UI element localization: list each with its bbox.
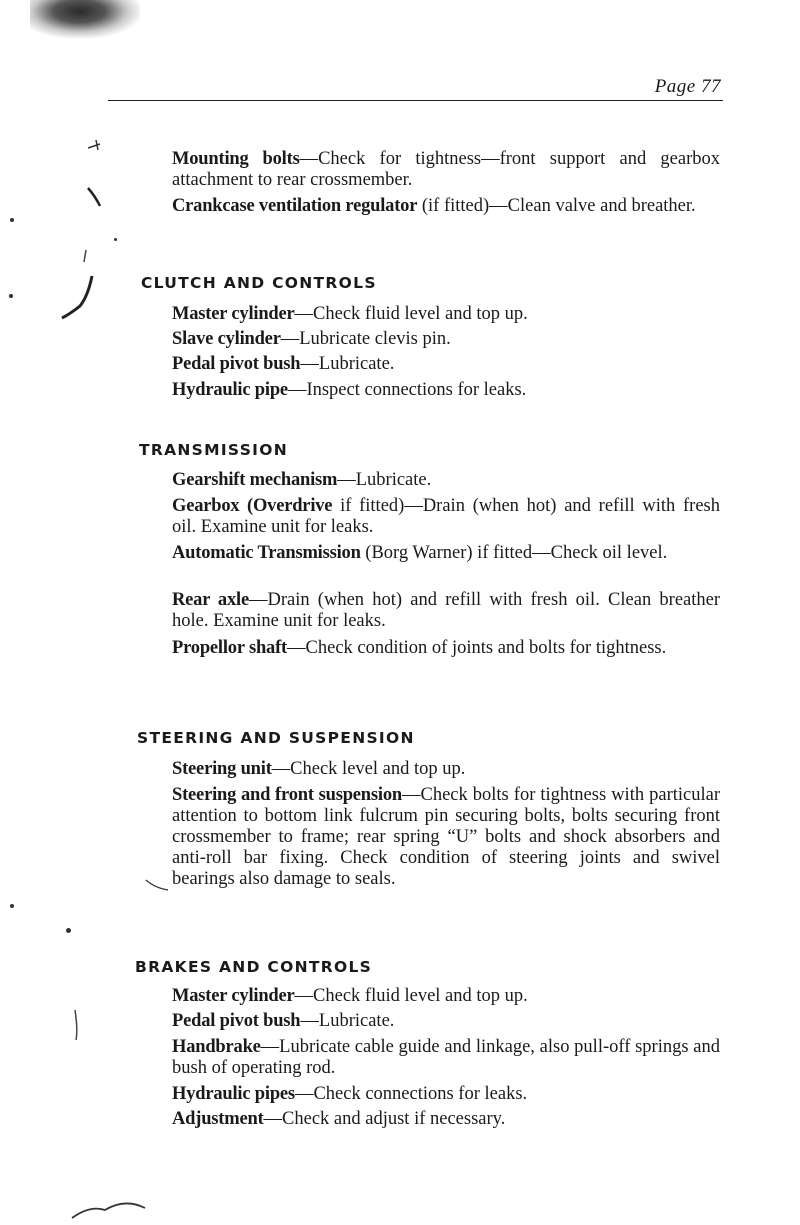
entry-text: —Check level and top up. bbox=[271, 759, 466, 779]
entry-text: —Lubricate. bbox=[300, 1011, 395, 1031]
entry-term: Slave cylinder bbox=[172, 329, 281, 349]
entry-term: Steering unit bbox=[172, 759, 272, 779]
page-header bbox=[108, 76, 723, 101]
entry-text: —Lubricate cable guide and linkage, also pull-off springs and bush of operating rod. bbox=[172, 1037, 720, 1078]
entry-text: —Check connections for leaks. bbox=[294, 1084, 528, 1104]
section-heading-brakes: BRAKES AND CONTROLS bbox=[135, 958, 373, 976]
entry-term: Crankcase ventilation regulator bbox=[172, 196, 418, 216]
entry-term: Handbrake bbox=[172, 1037, 261, 1057]
speck bbox=[10, 218, 14, 222]
entry-mounting-bolts bbox=[172, 149, 720, 191]
entry-text: —Check fluid level and top up. bbox=[294, 986, 528, 1006]
entry-text: —Inspect connections for leaks. bbox=[287, 380, 527, 400]
entry-hydraulic-pipes bbox=[172, 1084, 720, 1105]
entry-text: —Lubricate. bbox=[300, 354, 395, 374]
entry-term: Rear axle bbox=[172, 590, 249, 610]
entry-term: Master cylinder bbox=[172, 304, 295, 324]
entry-adjustment bbox=[172, 1109, 720, 1130]
section-heading-clutch: CLUTCH AND CONTROLS bbox=[141, 274, 377, 292]
entry-text: —Drain (when hot) and refill with fresh oil. Clean breather hole. Examine unit for leaks. bbox=[172, 590, 720, 631]
entry-rear-axle bbox=[172, 590, 720, 632]
entry-hydraulic-pipe bbox=[172, 380, 720, 401]
entry-gearbox bbox=[172, 496, 720, 538]
entry-brake-pedal-pivot-bush bbox=[172, 1011, 720, 1032]
entry-text: —Check for tightness—front support and gearbox attachment to rear crossmember. bbox=[172, 149, 720, 190]
entry-slave-cylinder bbox=[172, 329, 720, 350]
entry-propellor-shaft bbox=[172, 638, 720, 659]
entry-brake-master-cylinder bbox=[172, 986, 720, 1007]
entry-term: Hydraulic pipe bbox=[172, 380, 288, 400]
speck bbox=[10, 904, 14, 908]
entry-gearshift-mechanism bbox=[172, 470, 720, 491]
speck bbox=[9, 294, 13, 298]
entry-text: —Check and adjust if necessary. bbox=[263, 1109, 506, 1129]
entry-steering-front-suspension bbox=[172, 785, 720, 890]
entry-term: Automatic Transmission bbox=[172, 543, 361, 563]
entry-text: —Check fluid level and top up. bbox=[294, 304, 528, 324]
entry-text: (Borg Warner) if fitted—Check oil level. bbox=[360, 543, 668, 563]
entry-term: Pedal pivot bush bbox=[172, 1011, 301, 1031]
entry-crankcase-ventilation bbox=[172, 196, 720, 217]
section-heading-steering: STEERING AND SUSPENSION bbox=[137, 729, 415, 747]
speck bbox=[66, 928, 71, 933]
entry-term: Master cylinder bbox=[172, 986, 295, 1006]
page-number: Page 77 bbox=[654, 76, 721, 97]
entry-term: Propellor shaft bbox=[172, 638, 288, 658]
speck bbox=[114, 238, 117, 241]
entry-term: Steering and front suspension bbox=[172, 785, 402, 805]
entry-text: —Check condition of joints and bolts for tightness. bbox=[287, 638, 667, 658]
section-heading-transmission: TRANSMISSION bbox=[139, 441, 288, 459]
entry-text: —Lubricate clevis pin. bbox=[280, 329, 451, 349]
entry-text: if fitted)—Drain (when hot) and refill with fresh oil. Examine unit for leaks. bbox=[172, 496, 720, 537]
entry-pedal-pivot-bush bbox=[172, 354, 720, 375]
entry-text: —Check bolts for tightness with particular attention to bottom link fulcrum pin securing bolts, bolts securing front crossmember to frame; rear spring “U” bolts and shock absorbers and anti-roll bar fixing. Check condition of steering joints and swivel bearings also damage to seals. bbox=[172, 785, 720, 889]
entry-term: Mounting bolts bbox=[172, 149, 300, 169]
entry-steering-unit bbox=[172, 759, 720, 780]
entry-text: (if fitted)—Clean valve and breather. bbox=[417, 196, 696, 216]
entry-text: —Lubricate. bbox=[337, 470, 432, 490]
entry-automatic-transmission bbox=[172, 543, 720, 564]
entry-term: Adjustment bbox=[172, 1109, 264, 1129]
entry-handbrake bbox=[172, 1037, 720, 1079]
entry-term: Hydraulic pipes bbox=[172, 1084, 295, 1104]
entry-master-cylinder bbox=[172, 304, 720, 325]
entry-term: Pedal pivot bush bbox=[172, 354, 301, 374]
entry-term: Gearbox (Overdrive bbox=[172, 496, 333, 516]
entry-term: Gearshift mechanism bbox=[172, 470, 338, 490]
